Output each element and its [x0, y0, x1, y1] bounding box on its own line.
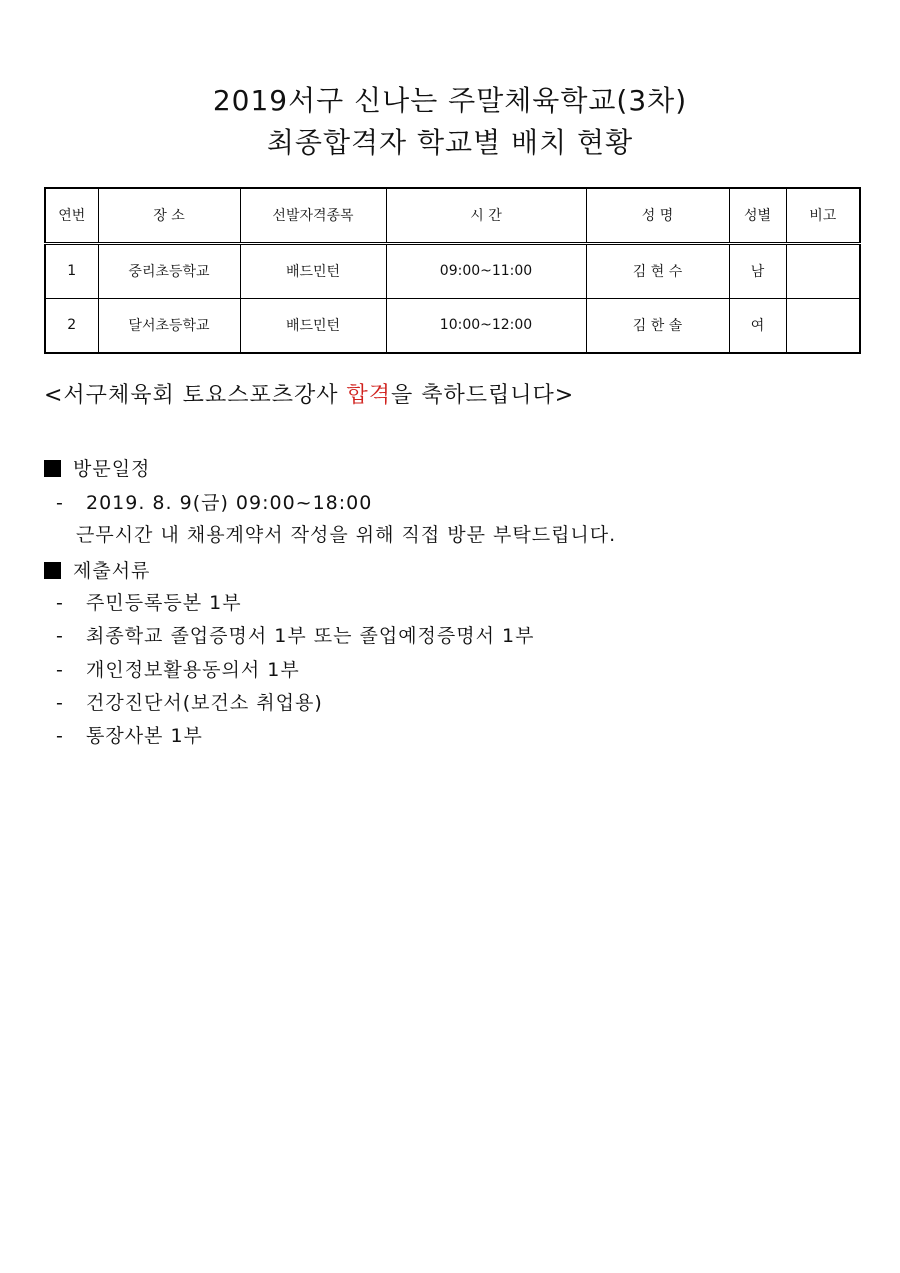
congratulations-message [44, 378, 574, 409]
cell-time: 09:00~11:00 [386, 243, 586, 298]
document-item [56, 688, 323, 715]
cell-sport: 배드민턴 [240, 298, 386, 353]
document-item-label: 통장사본 1부 [86, 725, 203, 747]
header-time: 시 간 [386, 188, 586, 243]
cell-location: 중리초등학교 [98, 243, 240, 298]
dash-marker: - [56, 492, 64, 514]
square-bullet-icon [44, 460, 61, 477]
placement-table [44, 187, 861, 354]
cell-sport: 배드민턴 [240, 243, 386, 298]
header-name: 성 명 [586, 188, 729, 243]
documents-heading-label: 제출서류 [73, 560, 151, 582]
cell-time: 10:00~12:00 [386, 298, 586, 353]
dash-marker: - [56, 692, 64, 714]
visit-heading-label: 방문일정 [73, 458, 151, 480]
cell-number: 1 [45, 243, 98, 298]
cell-name: 김 한 솔 [586, 298, 729, 353]
document-item [56, 588, 242, 615]
congrats-text-before: <서구체육회 토요스포츠강사 [44, 383, 347, 408]
document-item [56, 721, 203, 748]
document-item-label: 건강진단서(보건소 취업용) [86, 692, 323, 714]
visit-date: 2019. 8. 9(금) 09:00~18:00 [86, 492, 373, 514]
cell-name: 김 현 수 [586, 243, 729, 298]
dash-marker: - [56, 592, 64, 614]
cell-gender: 여 [729, 298, 786, 353]
dash-marker: - [56, 625, 64, 647]
document-item [56, 655, 300, 682]
header-sport: 선발자격종목 [240, 188, 386, 243]
document-item-label: 주민등록등본 1부 [86, 592, 242, 614]
cell-location: 달서초등학교 [98, 298, 240, 353]
dash-marker: - [56, 659, 64, 681]
documents-heading [44, 556, 150, 583]
cell-remarks [786, 298, 860, 353]
visit-note: 근무시간 내 채용계약서 작성을 위해 직접 방문 부탁드립니다. [76, 524, 617, 546]
header-number: 연번 [45, 188, 98, 243]
congrats-text-after: 을 축하드립니다> [390, 383, 575, 408]
document-item [56, 621, 534, 648]
square-bullet-icon [44, 562, 61, 579]
visit-date-line [56, 488, 372, 515]
cell-remarks [786, 243, 860, 298]
document-item-label: 개인정보활용동의서 1부 [86, 659, 300, 681]
header-gender: 성별 [729, 188, 786, 243]
cell-number: 2 [45, 298, 98, 353]
document-item-label: 최종학교 졸업증명서 1부 또는 졸업예정증명서 1부 [86, 625, 535, 647]
header-remarks: 비고 [786, 188, 860, 243]
table-row [45, 298, 860, 353]
page-subtitle: 최종합격자 학교별 배치 현황 [266, 126, 634, 159]
page-title: 2019서구 신나는 주말체육학교(3차) [212, 84, 688, 117]
table-row [45, 243, 860, 298]
congrats-highlight: 합격 [346, 383, 391, 408]
dash-marker: - [56, 725, 64, 747]
header-location: 장 소 [98, 188, 240, 243]
table-header-row [45, 188, 860, 243]
cell-gender: 남 [729, 243, 786, 298]
visit-schedule-heading [44, 454, 150, 481]
